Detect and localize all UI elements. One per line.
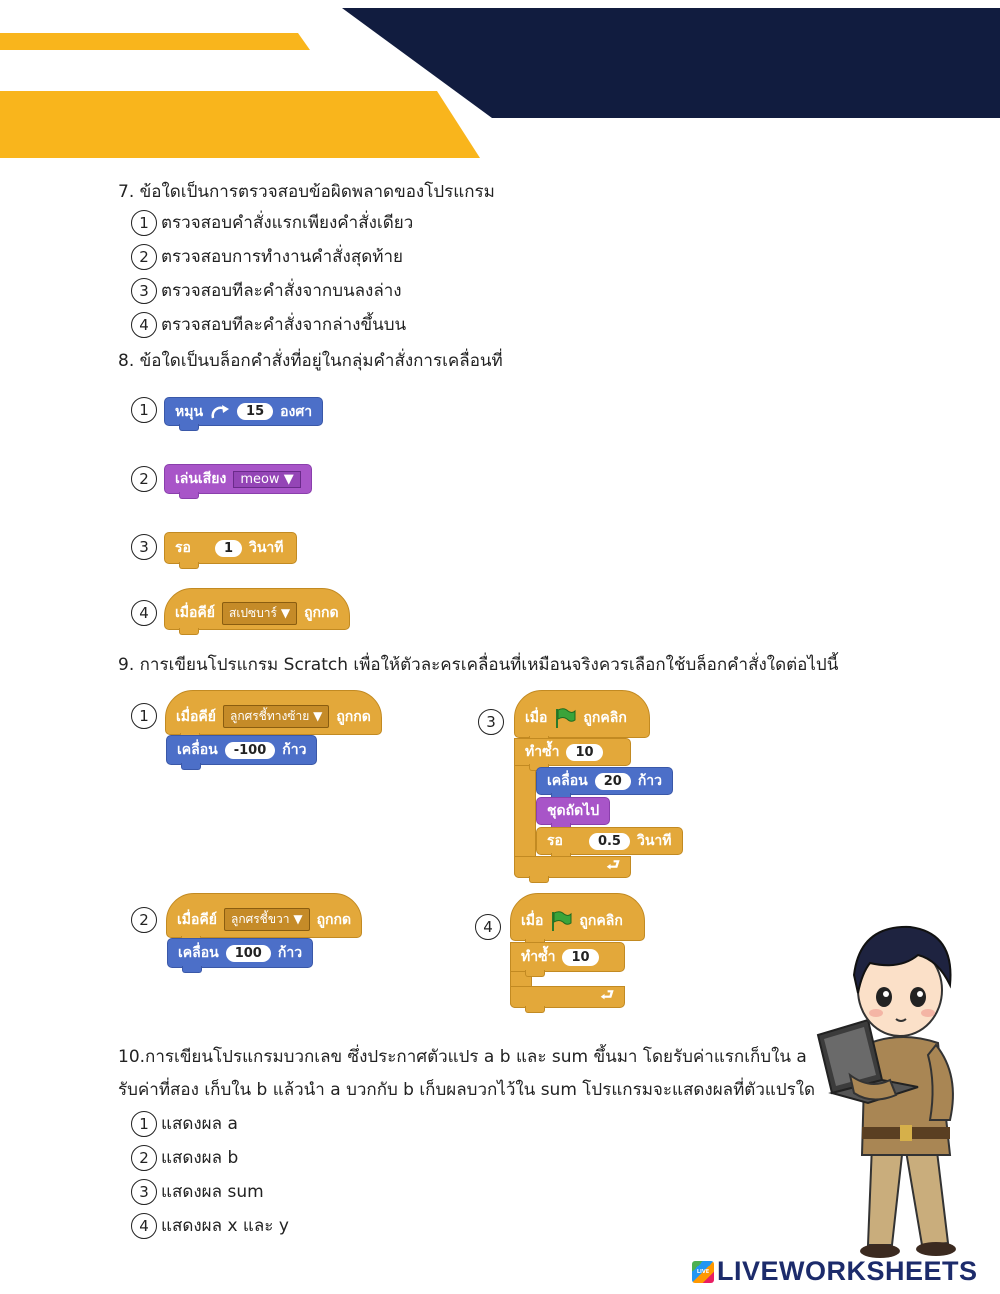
- block-label: รอ: [175, 540, 191, 556]
- q8-choice-3[interactable]: 3: [131, 534, 157, 560]
- question-10-line-2: รับค่าที่สอง เก็บใน b แล้วนำ a บวกกับ b เก็บผลบวกไว้ใน sum โปรแกรมจะแสดงผลที่ตัวแปรใด: [118, 1080, 816, 1100]
- repeat-end-cap: [514, 856, 631, 878]
- block-label: เคลื่อน: [178, 945, 219, 961]
- repeat-end-cap: [510, 986, 625, 1008]
- repeat-block: [514, 738, 631, 766]
- option-text: แสดงผล sum: [161, 1182, 264, 1202]
- degree-value[interactable]: 15: [237, 403, 273, 420]
- turn-block: [164, 397, 323, 426]
- option-text: แสดงผล b: [161, 1148, 239, 1168]
- block-label: เคลื่อน: [547, 773, 588, 789]
- dropdown-arrow-icon: ▼: [280, 605, 291, 620]
- choice-number[interactable]: 3: [131, 1179, 157, 1205]
- wait-value[interactable]: 0.5: [589, 833, 630, 850]
- option-text: ตรวจสอบทีละคำสั่งจากล่างขึ้นบน: [161, 315, 407, 335]
- q10-option-2[interactable]: [131, 1144, 238, 1171]
- q7-option-3[interactable]: [131, 277, 402, 304]
- turn-clockwise-icon: [210, 404, 230, 420]
- q8-choice-1[interactable]: 1: [131, 397, 157, 423]
- play-sound-block: [164, 464, 312, 494]
- q9-choice-3[interactable]: 3: [478, 709, 504, 735]
- dropdown-value: meow: [240, 471, 280, 487]
- block-label: ทำซ้ำ: [525, 744, 560, 760]
- q7-option-2[interactable]: [131, 243, 403, 270]
- q7-option-1[interactable]: [131, 209, 413, 236]
- key-dropdown[interactable]: [222, 602, 297, 625]
- block-suffix: ถูกกด: [316, 911, 352, 928]
- when-key-pressed-block: [165, 690, 382, 735]
- when-key-pressed-block: [166, 893, 362, 938]
- choice-number[interactable]: 1: [131, 1111, 157, 1137]
- when-key-pressed-block: [164, 588, 350, 630]
- repeat-block: [510, 942, 625, 972]
- block-label: เมื่อคีย์: [175, 605, 215, 621]
- wait-block: [164, 532, 297, 564]
- steps-value[interactable]: 20: [595, 773, 631, 790]
- block-unit: ก้าว: [637, 773, 663, 789]
- move-block: [166, 735, 317, 765]
- brand-text: LIVEWORKSHEETS: [717, 1256, 978, 1286]
- block-label: เล่นเสียง: [175, 471, 227, 487]
- block-label: เมื่อคีย์: [176, 708, 216, 725]
- option-text: แสดงผล x และ y: [161, 1216, 289, 1236]
- move-block: [536, 767, 673, 795]
- green-flag-icon: [550, 911, 572, 931]
- q9-choice-1[interactable]: 1: [131, 703, 157, 729]
- liveworksheets-logo: [692, 1256, 978, 1287]
- question-7: 7. ข้อใดเป็นการตรวจสอบข้อผิดพลาดของโปรแกรม: [118, 182, 495, 202]
- option-text: ตรวจสอบการทำงานคำสั่งสุดท้าย: [161, 247, 403, 267]
- block-unit: องศา: [280, 403, 313, 420]
- choice-number[interactable]: 2: [131, 1145, 157, 1171]
- loop-arrow-icon: ⮐: [600, 985, 614, 1004]
- q9-choice-2[interactable]: 2: [131, 907, 157, 933]
- q10-option-3[interactable]: [131, 1178, 264, 1205]
- block-unit: วินาที: [636, 833, 672, 849]
- dropdown-value: ลูกศรชี้ขวา: [231, 912, 290, 926]
- when-flag-clicked-block: [510, 893, 645, 941]
- loop-arrow-icon: ⮐: [606, 855, 620, 874]
- key-dropdown[interactable]: [223, 705, 329, 728]
- repeat-count[interactable]: 10: [566, 744, 602, 761]
- block-label: เคลื่อน: [177, 742, 218, 758]
- q8-choice-4[interactable]: 4: [131, 600, 157, 626]
- block-label: เมื่อ: [521, 913, 544, 929]
- q10-option-4[interactable]: [131, 1212, 289, 1239]
- block-label: รอ: [547, 833, 563, 849]
- question-9: 9. การเขียนโปรแกรม Scratch เพื่อให้ตัวละครเคลื่อนที่เหมือนจริงควรเลือกใช้บล็อกคำสั่งใดต่อไปนี้: [118, 655, 839, 675]
- q9-choice-4[interactable]: 4: [475, 914, 501, 940]
- wait-block: [536, 827, 683, 855]
- block-unit: วินาที: [248, 540, 284, 556]
- sound-dropdown[interactable]: [233, 471, 300, 488]
- dropdown-arrow-icon: ▼: [313, 709, 323, 723]
- question-8: 8. ข้อใดเป็นบล็อกคำสั่งที่อยู่ในกลุ่มคำสั่งการเคลื่อนที่: [118, 351, 503, 371]
- block-unit: ก้าว: [277, 945, 303, 961]
- steps-value[interactable]: -100: [225, 742, 276, 759]
- dropdown-value: ลูกศรชี้ทางซ้าย: [230, 709, 310, 723]
- option-text: ตรวจสอบคำสั่งแรกเพียงคำสั่งเดียว: [161, 213, 414, 233]
- choice-number[interactable]: 2: [131, 244, 157, 270]
- choice-number[interactable]: 3: [131, 278, 157, 304]
- block-suffix: ถูกคลิก: [583, 710, 627, 726]
- next-costume-block: [536, 797, 610, 825]
- steps-value[interactable]: 100: [226, 945, 271, 962]
- wait-value[interactable]: 1: [215, 540, 242, 557]
- block-label: หมุน: [175, 403, 204, 420]
- q10-option-1[interactable]: [131, 1110, 238, 1137]
- option-text: ตรวจสอบทีละคำสั่งจากบนลงล่าง: [161, 281, 402, 301]
- key-dropdown[interactable]: [224, 908, 310, 931]
- block-suffix: ถูกคลิก: [579, 913, 623, 929]
- dropdown-arrow-icon: ▼: [283, 471, 294, 487]
- when-flag-clicked-block: [514, 690, 650, 738]
- block-suffix: ถูกกด: [336, 708, 371, 725]
- choice-number[interactable]: 4: [131, 1213, 157, 1239]
- green-flag-icon: [554, 708, 576, 728]
- header-banner: [0, 0, 1000, 170]
- repeat-count[interactable]: 10: [562, 949, 598, 966]
- dropdown-arrow-icon: ▼: [293, 912, 303, 926]
- live-badge-icon: LIVE: [692, 1261, 714, 1283]
- teacher-illustration: [810, 915, 1000, 1270]
- option-text: แสดงผล a: [161, 1114, 238, 1134]
- block-label: ชุดถัดไป: [547, 803, 600, 819]
- dropdown-value: สเปซบาร์: [229, 605, 277, 620]
- block-label: ทำซ้ำ: [521, 949, 556, 965]
- q7-option-4[interactable]: [131, 311, 406, 338]
- move-block: [167, 938, 313, 968]
- question-10-line-1: 10.การเขียนโปรแกรมบวกเลข ซึ่งประกาศตัวแปร a b และ sum ขึ้นมา โดยรับค่าแรกเก็บใน a: [118, 1047, 807, 1067]
- block-label: เมื่อคีย์: [177, 911, 217, 928]
- choice-number[interactable]: 1: [131, 210, 157, 236]
- block-suffix: ถูกกด: [304, 605, 339, 621]
- block-label: เมื่อ: [525, 710, 548, 726]
- q8-choice-2[interactable]: 2: [131, 466, 157, 492]
- block-unit: ก้าว: [282, 742, 307, 758]
- choice-number[interactable]: 4: [131, 312, 157, 338]
